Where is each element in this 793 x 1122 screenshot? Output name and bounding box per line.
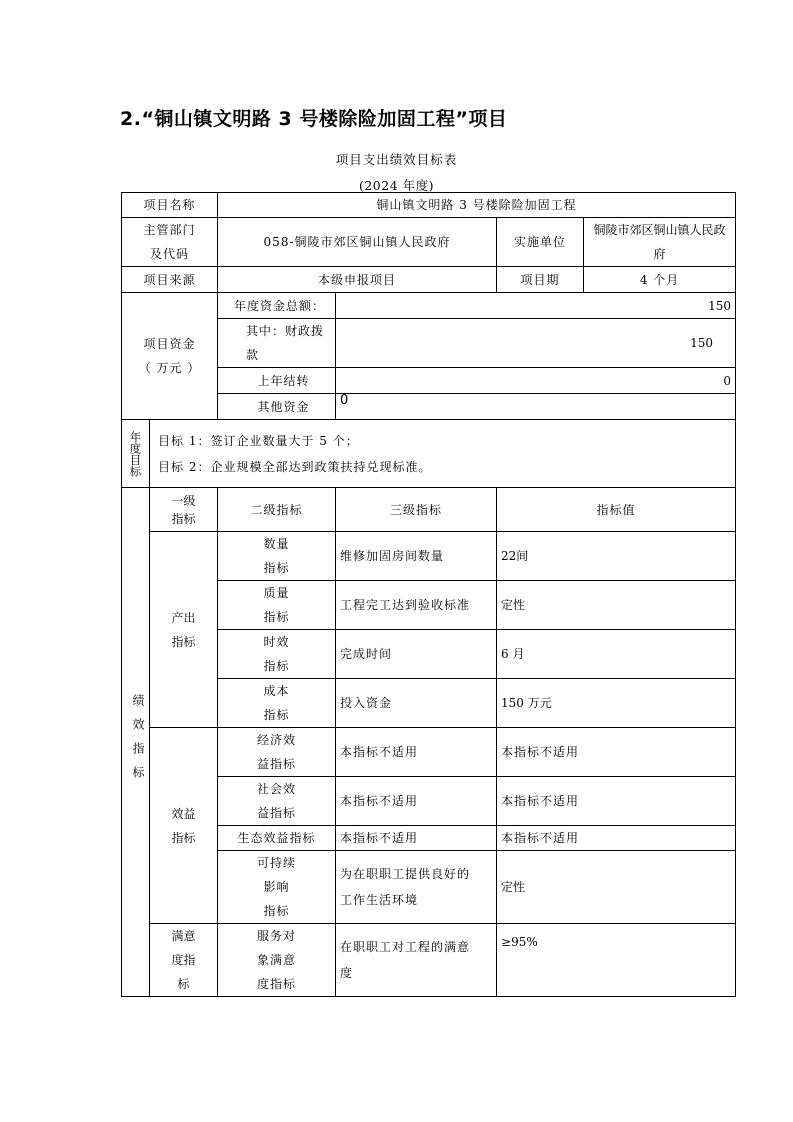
funds-fiscal-value: 150 <box>336 319 736 368</box>
benefit-eco-l3: 本指标不适用 <box>336 826 497 851</box>
satisfaction-value: ≥95% <box>497 924 736 997</box>
funds-fiscal-label: 其中：财政拨款 <box>218 319 336 368</box>
perf-label: 绩效指标 <box>122 488 150 997</box>
benefit-eco-value: 本指标不适用 <box>497 826 736 851</box>
source-label: 项目来源 <box>122 267 218 293</box>
funds-carryover-label: 上年结转 <box>218 368 336 394</box>
table-year: (2024 年度) <box>358 178 435 193</box>
funds-other-label: 其他资金 <box>218 394 336 420</box>
impl-unit-label: 实施单位 <box>497 218 584 267</box>
goal-1: 目标 1：签订企业数量大于 5 个； <box>158 433 359 448</box>
output-l3: 维修加固房间数量 <box>336 532 497 581</box>
funds-total-value: 150 <box>336 293 736 319</box>
output-value: 150 万元 <box>497 679 736 728</box>
source-value: 本级申报项目 <box>218 267 497 293</box>
dept-value: 058-铜陵市郊区铜山镇人民政府 <box>218 218 497 267</box>
benefit-econ-l3: 本指标不适用 <box>336 728 497 777</box>
benefit-sus-l3: 为在职职工提供良好的 工作生活环境 <box>336 851 497 924</box>
header-level1: 一级 指标 <box>150 488 218 532</box>
output-l2: 数量 指标 <box>218 532 336 581</box>
funds-carryover-value: 0 <box>336 368 736 394</box>
output-value: 6 月 <box>497 630 736 679</box>
benefit-eco-l2: 生态效益指标 <box>218 826 336 851</box>
output-value: 22间 <box>497 532 736 581</box>
annual-goal-text <box>150 420 736 488</box>
benefit-sus-value: 定性 <box>497 851 736 924</box>
output-l3: 工程完工达到验收标准 <box>336 581 497 630</box>
header-level3: 三级指标 <box>336 488 497 532</box>
output-value: 定性 <box>497 581 736 630</box>
benefit-econ-l2: 经济效 益指标 <box>218 728 336 777</box>
benefit-sus-l2: 可持续 影响 指标 <box>218 851 336 924</box>
benefit-social-l3: 本指标不适用 <box>336 777 497 826</box>
output-label: 产出 指标 <box>150 532 218 728</box>
satisfaction-label: 满意 度指 标 <box>150 924 218 997</box>
section-heading: 2.“铜山镇文明路 3 号楼除险加固工程”项目 <box>120 108 508 130</box>
period-value: 4 个月 <box>584 267 736 293</box>
performance-target-table <box>121 192 736 997</box>
funds-other-value: 0 <box>336 394 736 420</box>
output-l3: 完成时间 <box>336 630 497 679</box>
output-l2: 质量 指标 <box>218 581 336 630</box>
funds-total-label: 年度资金总额： <box>218 293 336 319</box>
funds-label: 项目资金 （ 万元 ） <box>122 293 218 420</box>
annual-goal-label: 年度目标 <box>122 420 150 488</box>
benefit-social-l2: 社会效 益指标 <box>218 777 336 826</box>
output-l3: 投入资金 <box>336 679 497 728</box>
benefit-social-value: 本指标不适用 <box>497 777 736 826</box>
header-level2: 二级指标 <box>218 488 336 532</box>
impl-unit-value: 铜陵市郊区铜山镇人民政府 <box>584 218 736 267</box>
output-l2: 时效 指标 <box>218 630 336 679</box>
goal-2: 目标 2：企业规模全部达到政策扶持兑现标准。 <box>158 459 432 474</box>
satisfaction-l3: 在职职工对工程的满意 度 <box>336 924 497 997</box>
output-l2: 成本 指标 <box>218 679 336 728</box>
period-label: 项目期 <box>497 267 584 293</box>
benefit-econ-value: 本指标不适用 <box>497 728 736 777</box>
table-title: 项目支出绩效目标表 <box>335 152 458 167</box>
dept-label: 主管部门 及代码 <box>122 218 218 267</box>
benefit-label: 效益 指标 <box>150 728 218 924</box>
header-value: 指标值 <box>497 488 736 532</box>
project-name-value: 铜山镇文明路 3 号楼除险加固工程 <box>218 193 736 218</box>
satisfaction-l2: 服务对 象满意 度指标 <box>218 924 336 997</box>
project-name-label: 项目名称 <box>122 193 218 218</box>
